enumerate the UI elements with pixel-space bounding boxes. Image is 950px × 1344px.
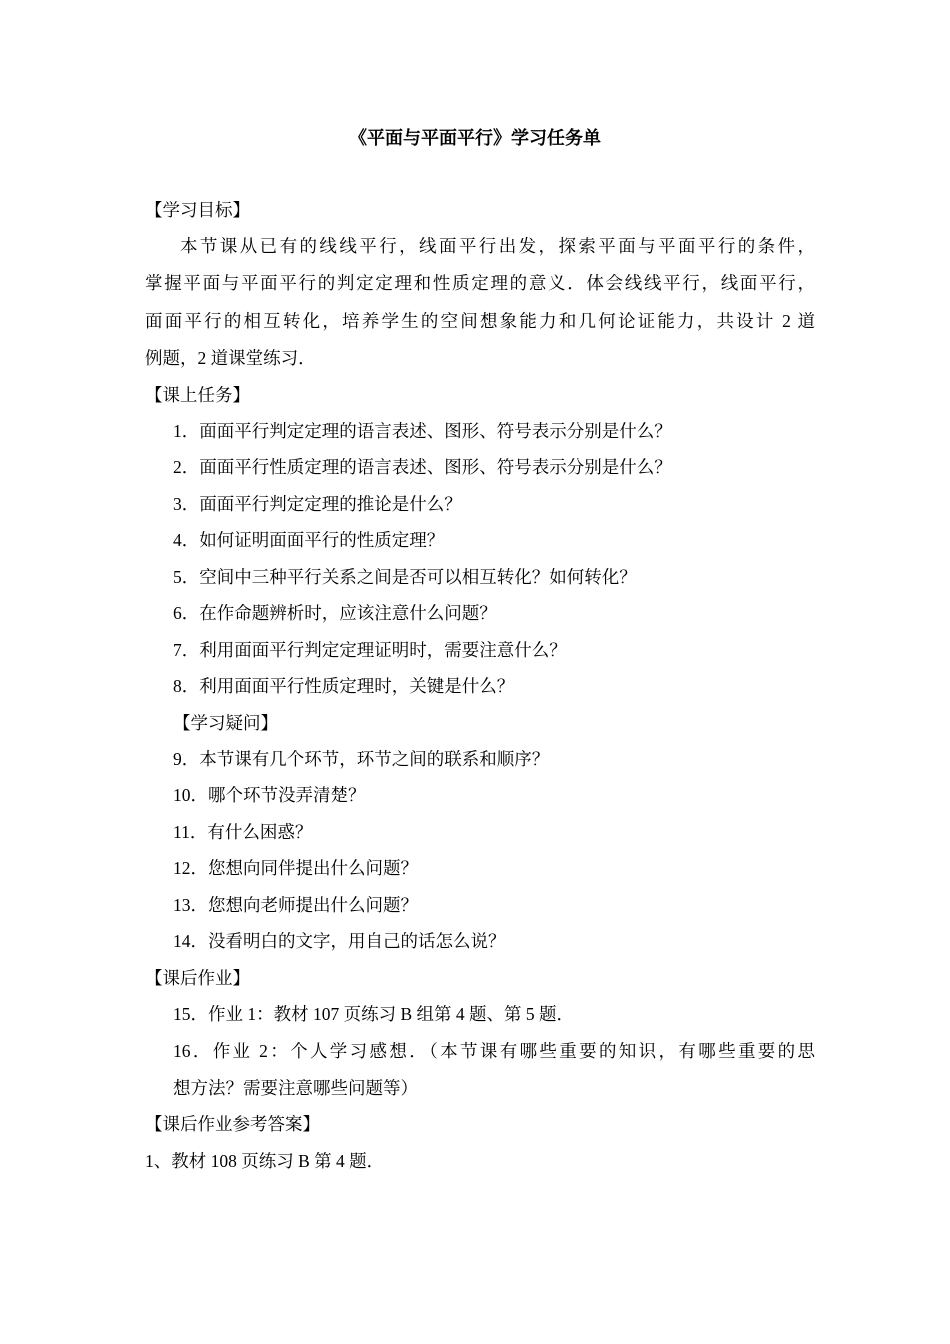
section-heading-homework: 【课后作业】 bbox=[145, 968, 250, 988]
homework-item-16-line-2: 想方法？需要注意哪些问题等） bbox=[173, 1078, 418, 1098]
homework-item-16-line-1: 16．作业 2：个人学习感想．（本节课有哪些重要的知识，有哪些重要的思 bbox=[173, 1041, 815, 1061]
question-item: 11．有什么困惑？ bbox=[173, 822, 313, 842]
section-heading-goals: 【学习目标】 bbox=[145, 200, 250, 220]
goals-paragraph-line-2: 掌握平面与平面平行的判定定理和性质定理的意义．体会线线平行，线面平行， bbox=[145, 273, 815, 293]
section-heading-tasks: 【课上任务】 bbox=[145, 385, 250, 405]
question-item: 9．本节课有几个环节，环节之间的联系和顺序？ bbox=[173, 749, 550, 769]
task-item: 4．如何证明面面平行的性质定理？ bbox=[173, 530, 445, 550]
task-item: 5．空间中三种平行关系之间是否可以相互转化？如何转化？ bbox=[173, 567, 637, 587]
section-heading-questions: 【学习疑问】 bbox=[173, 713, 278, 733]
answer-line-1: 1、教材 108 页练习 B 第 4 题． bbox=[145, 1151, 385, 1171]
question-item: 10．哪个环节没弄清楚？ bbox=[173, 785, 366, 805]
task-item: 2．面面平行性质定理的语言表述、图形、符号表示分别是什么？ bbox=[173, 457, 672, 477]
document-title: 《平面与平面平行》学习任务单 bbox=[349, 128, 601, 148]
goals-paragraph-line-3: 面面平行的相互转化，培养学生的空间想象能力和几何论证能力，共设计 2 道 bbox=[145, 311, 815, 331]
goals-paragraph-line-4: 例题，2 道课堂练习． bbox=[145, 348, 316, 368]
task-item: 8．利用面面平行性质定理时，关键是什么？ bbox=[173, 676, 515, 696]
question-item: 14．没看明白的文字，用自己的话怎么说？ bbox=[173, 931, 506, 951]
question-item: 12．您想向同伴提出什么问题？ bbox=[173, 858, 418, 878]
question-item: 13．您想向老师提出什么问题？ bbox=[173, 895, 418, 915]
task-item: 1．面面平行判定定理的语言表述、图形、符号表示分别是什么？ bbox=[173, 421, 672, 441]
task-item: 3．面面平行判定定理的推论是什么？ bbox=[173, 494, 462, 514]
section-heading-answers: 【课后作业参考答案】 bbox=[145, 1114, 320, 1134]
homework-item-15: 15．作业 1：教材 107 页练习 B 组第 4 题、第 5 题． bbox=[173, 1004, 575, 1024]
task-item: 7．利用面面平行判定定理证明时，需要注意什么？ bbox=[173, 640, 567, 660]
task-item: 6．在作命题辨析时，应该注意什么问题？ bbox=[173, 603, 497, 623]
goals-paragraph-line-1: 本节课从已有的线线平行，线面平行出发，探索平面与平面平行的条件， bbox=[180, 236, 815, 256]
